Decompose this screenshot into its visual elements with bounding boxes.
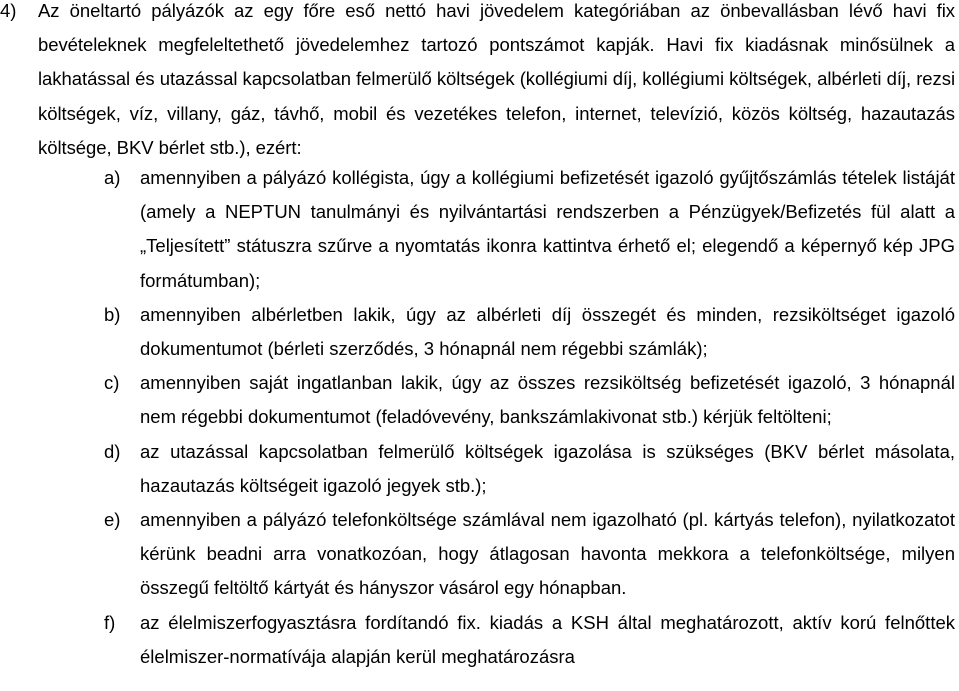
- sub-list-item-f: [104, 606, 955, 674]
- sub-list-text: amennyiben a pályázó kollégista, úgy a kollégiumi befizetését igazoló gyűjtőszámlás tételek listáját (amely a NEPTUN tanulmányi és nyilvántartási rendszerben a Pénzügyek/Befizetés fül alatt a „Teljesített” státuszra szűrve a nyomtatás ikonra kattintva érhető el; elegendő a képernyő kép JPG formátumban);: [140, 167, 955, 291]
- sub-list-item-d: [104, 435, 955, 503]
- sub-list-marker: d): [104, 440, 121, 462]
- sub-list: [104, 161, 955, 674]
- sub-list-marker: f): [104, 611, 116, 633]
- sub-list-marker: b): [104, 303, 121, 325]
- sub-list-text: amennyiben saját ingatlanban lakik, úgy az összes rezsiköltség befizetését igazoló, 3 hónapnál nem régebbi dokumentumot (feladóvevény, bankszámlakivonat stb.) kérjük feltölteni;: [140, 372, 955, 428]
- list-marker: 4): [0, 0, 17, 21]
- list-item-4: [0, 0, 955, 165]
- sub-list-marker: a): [104, 167, 121, 188]
- paragraph-text: Az öneltartó pályázók az egy főre eső nettó havi jövedelem kategóriában az önbevallásban lévő havi fix bevételeknek megfeleltethető jövedelemhez tartozó pontszámot kapják. Havi fix kiadásnak minősülnek a lakhatással és utazással kapcsolatban felmerülő költségek (kollégiumi díj, kollégiumi költségek, albérleti díj, rezsi költségek, víz, villany, gáz, távhő, mobil és vezetékes telefon, internet, televízió, közös költség, hazautazás költsége, BKV bérlet stb.), ezért:: [38, 0, 955, 158]
- sub-list-text: az élelmiszerfogyasztásra fordítandó fix. kiadás a KSH által meghatározott, aktív korú felnőttek élelmiszer-normatívája alapján kerül meghatározásra: [140, 611, 955, 667]
- sub-list-marker: e): [104, 509, 121, 531]
- sub-list-item-b: [104, 298, 955, 366]
- sub-list-item-e: [104, 503, 955, 606]
- sub-list-item-c: [104, 366, 955, 434]
- sub-list-text: az utazással kapcsolatban felmerülő költségek igazolása is szükséges (BKV bérlet másolata, hazautazás költségeit igazoló jegyek stb.);: [140, 440, 955, 496]
- sub-list-text: amennyiben a pályázó telefonköltsége számlával nem igazolható (pl. kártyás telefon), nyilatkozatot kérünk beadni arra vonatkozóan, hogy átlagosan havonta mekkora a telefonköltsége, milyen összegű feltöltő kártyát és hányszor vásárol egy hónapban.: [140, 509, 955, 599]
- sub-list-text: amennyiben albérletben lakik, úgy az albérleti díj összegét és minden, rezsiköltséget igazoló dokumentumot (bérleti szerződés, 3 hónapnál nem régebbi számlák);: [140, 303, 955, 360]
- sub-list-marker: c): [104, 372, 120, 394]
- sub-list-item-a: [104, 161, 955, 298]
